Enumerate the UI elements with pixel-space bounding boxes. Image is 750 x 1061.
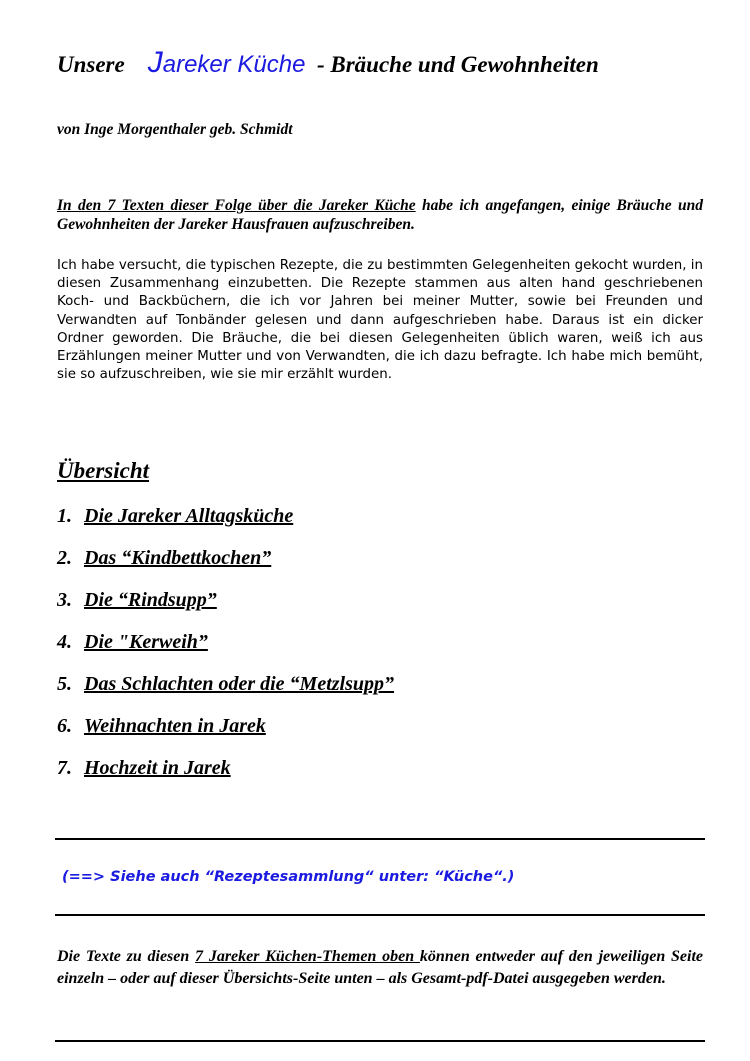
overview-item[interactable]	[57, 757, 394, 799]
title-highlight-initial: J	[147, 46, 163, 79]
overview-item-link[interactable]: Das Schlachten oder die “Metzlsupp”	[84, 673, 395, 695]
see-also-link[interactable]: (==> Siehe auch “Rezeptesammlung“ unter: “Küche“.)	[62, 869, 515, 885]
overview-item-number: 5.	[57, 673, 72, 695]
intro-paragraph	[57, 196, 703, 234]
title-suffix: - Bräuche und Gewohnheiten	[316, 52, 599, 77]
overview-item[interactable]	[57, 715, 394, 757]
overview-item-number: 6.	[57, 715, 72, 737]
outro-after: können entweder auf den jeweiligen Seite einzeln – oder auf dieser Übersichts-Seite unten – als Gesamt-pdf-Datei ausgegeben werden.	[57, 948, 704, 987]
divider-rule	[55, 914, 705, 916]
overview-item[interactable]	[57, 589, 394, 631]
overview-item-link[interactable]: Hochzeit in Jarek	[84, 757, 231, 779]
overview-item-number: 1.	[57, 505, 72, 527]
title-prefix: Unsere	[57, 52, 125, 77]
body-paragraph: Ich habe versucht, die typischen Rezepte, die zu bestimmten Gelegenheiten gekocht wurden, in diesen Zusammenhang einzubetten. Die Rezepte stammen aus alten hand geschriebenen Koch- und Backbüchern, die ich vor Jahren bei meiner Mutter, sowie bei Freunden und Verwandten auf Tonbänder gelesen und dann aufgeschrieben habe. Daraus ist ein dicker Ordner geworden. Die Bräuche, die bei diesen Gelegenheiten üblich waren, weiß ich aus Erzählungen meiner Mutter und von Verwandten, die ich dazu befragte. Ich habe mich bemüht, sie so aufzuschreiben, wie sie mir erzählt wurden.	[57, 258, 703, 383]
overview-item[interactable]	[57, 673, 394, 715]
outro-underlined: 7 Jareker Küchen-Themen oben	[195, 948, 420, 965]
author-line: von Inge Morgenthaler geb. Schmidt	[57, 121, 293, 138]
overview-item-link[interactable]: Die "Kerweih”	[84, 631, 208, 653]
page-title	[57, 46, 717, 80]
overview-heading: Übersicht	[57, 458, 149, 483]
overview-item-link[interactable]: Das “Kindbettkochen”	[84, 547, 272, 569]
overview-item[interactable]	[57, 631, 394, 673]
overview-item-link[interactable]: Weihnachten in Jarek	[84, 715, 266, 737]
overview-item-number: 4.	[57, 631, 72, 653]
outro-paragraph	[57, 946, 703, 990]
outro-before: Die Texte zu diesen	[57, 948, 196, 965]
overview-item-link[interactable]: Die Jareker Alltagsküche	[84, 505, 294, 527]
overview-item-number: 7.	[57, 757, 72, 779]
overview-item-number: 2.	[57, 547, 72, 569]
overview-item[interactable]	[57, 505, 394, 547]
overview-item[interactable]	[57, 547, 394, 589]
intro-rest: habe ich angefangen, einige Bräuche und Gewohnheiten der Jareker Hausfrauen aufzuschreiben.	[57, 197, 703, 233]
overview-item-link[interactable]: Die “Rindsupp”	[84, 589, 217, 611]
divider-rule	[55, 838, 705, 840]
overview-item-number: 3.	[57, 589, 72, 611]
title-highlight-rest: areker Küche	[162, 51, 306, 78]
intro-underlined: In den 7 Texten dieser Folge über die Jareker Küche	[57, 197, 416, 214]
divider-rule	[55, 1040, 705, 1042]
title-highlight	[147, 46, 306, 79]
overview-list	[57, 505, 394, 799]
